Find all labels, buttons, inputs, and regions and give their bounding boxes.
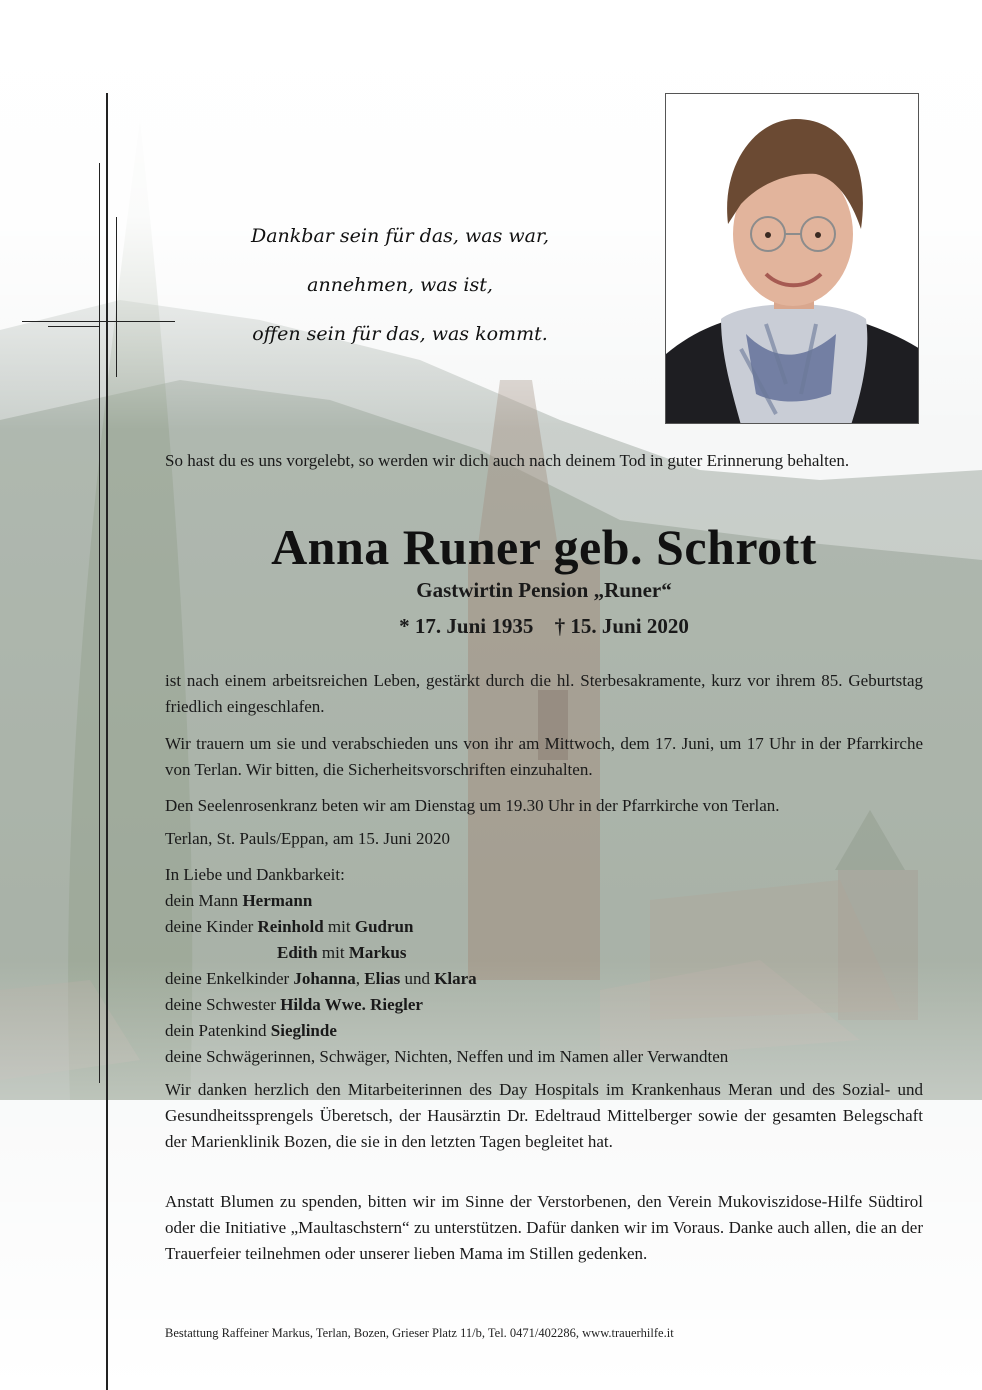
family-line-husband (165, 888, 923, 914)
cross-vertical-line-right (116, 217, 117, 377)
family-heading: In Liebe und Dankbarkeit: (165, 865, 345, 884)
family-line-grandchildren (165, 966, 923, 992)
family-member-name: Elias (364, 969, 401, 988)
birth-date: * 17. Juni 1935 (399, 614, 534, 638)
deceased-name: Anna Runer geb. Schrott (271, 519, 817, 575)
intro-paragraph: So hast du es uns vorgelebt, so werden wir dich auch nach deinem Tod in guter Erinnerung behalten. (165, 451, 850, 470)
family-member-name: Klara (434, 969, 477, 988)
family-list (165, 862, 923, 1070)
quote-line: Dankbar sein für das, was war, (251, 225, 549, 247)
paragraph-thanks: Wir danken herzlich den Mitarbeiterinnen des Day Hospitals im Krankenhaus Meran und des Sozial- und Gesundheitssprengels Überetsch, der Hausärztin Dr. Edeltraud Mittelberger sowie der gesamten Belegschaft der Marienklinik Bozen, die sie in den letzten Tagen begleitet hat. (165, 1080, 923, 1151)
family-connector: , (355, 969, 365, 988)
deceased-profession: Gastwirtin Pension „Runer“ (416, 578, 672, 602)
paragraph-funeral: Wir trauern um sie und verabschieden uns von ihr am Mittwoch, dem 17. Juni, um 17 Uhr in der Pfarrkirche von Terlan. Wir bitten, die Sicherheitsvorschriften einzuhalten. (165, 734, 923, 779)
quote-line: annehmen, was ist, (307, 274, 493, 296)
paragraph-donations: Anstatt Blumen zu spenden, bitten wir im Sinne der Verstorbenen, den Verein Mukoviszidose-Hilfe Südtirol oder die Initiative „Maultaschstern“ zu unterstützen. Dafür danken wir im Voraus. Danke auch allen, die an der Trauerfeier teilnehmen oder unserer lieben Mama im Stillen gedenken. (165, 1192, 923, 1263)
paragraph-rosary: Den Seelenrosenkranz beten wir am Dienstag um 19.30 Uhr in der Pfarrkirche von Terlan. (165, 796, 780, 815)
family-line-sister (165, 992, 923, 1018)
death-date: † 15. Juni 2020 (554, 614, 689, 638)
family-member-name: Markus (348, 943, 407, 962)
family-member-name: Hermann (242, 891, 313, 910)
cross-horizontal-line-2 (48, 326, 100, 327)
family-member-name: Johanna (293, 969, 356, 988)
family-line-godchild (165, 1018, 923, 1044)
portrait-photo (665, 93, 919, 424)
family-relation: deine Kinder (165, 917, 258, 936)
family-connector: mit (317, 943, 349, 962)
family-connector: und (400, 969, 435, 988)
family-relation: deine Enkelkinder (165, 969, 294, 988)
family-connector: mit (323, 917, 355, 936)
cross-vertical-line-long (106, 93, 108, 1390)
funeral-home-footer: Bestattung Raffeiner Markus, Terlan, Bozen, Grieser Platz 11/b, Tel. 0471/402286, www.trauerhilfe.it (165, 1326, 674, 1340)
cross-horizontal-line (22, 321, 175, 322)
family-relation: deine Schwester (165, 995, 281, 1014)
family-member-name: Sieglinde (270, 1021, 337, 1040)
family-member-name: Hilda Wwe. Riegler (280, 995, 423, 1014)
life-dates (165, 612, 923, 640)
portrait-image (666, 94, 919, 424)
family-relation: dein Mann (165, 891, 243, 910)
family-line-relatives: deine Schwägerinnen, Schwäger, Nichten, Neffen und im Namen aller Verwandten (165, 1047, 729, 1066)
family-line-children (165, 914, 923, 940)
family-member-name: Reinhold (257, 917, 324, 936)
quote-line: offen sein für das, was kommt. (252, 323, 548, 345)
family-line-children-2 (165, 940, 923, 966)
cross-vertical-line-short (99, 163, 100, 1083)
family-member-name: Gudrun (354, 917, 414, 936)
memorial-quote (190, 212, 610, 359)
family-relation: dein Patenkind (165, 1021, 271, 1040)
family-member-name: Edith (277, 943, 318, 962)
place-date-line: Terlan, St. Pauls/Eppan, am 15. Juni 2020 (165, 829, 450, 848)
paragraph-passing: ist nach einem arbeitsreichen Leben, gestärkt durch die hl. Sterbesakramente, kurz vor ihrem 85. Geburtstag friedlich eingeschlafen. (165, 671, 923, 716)
